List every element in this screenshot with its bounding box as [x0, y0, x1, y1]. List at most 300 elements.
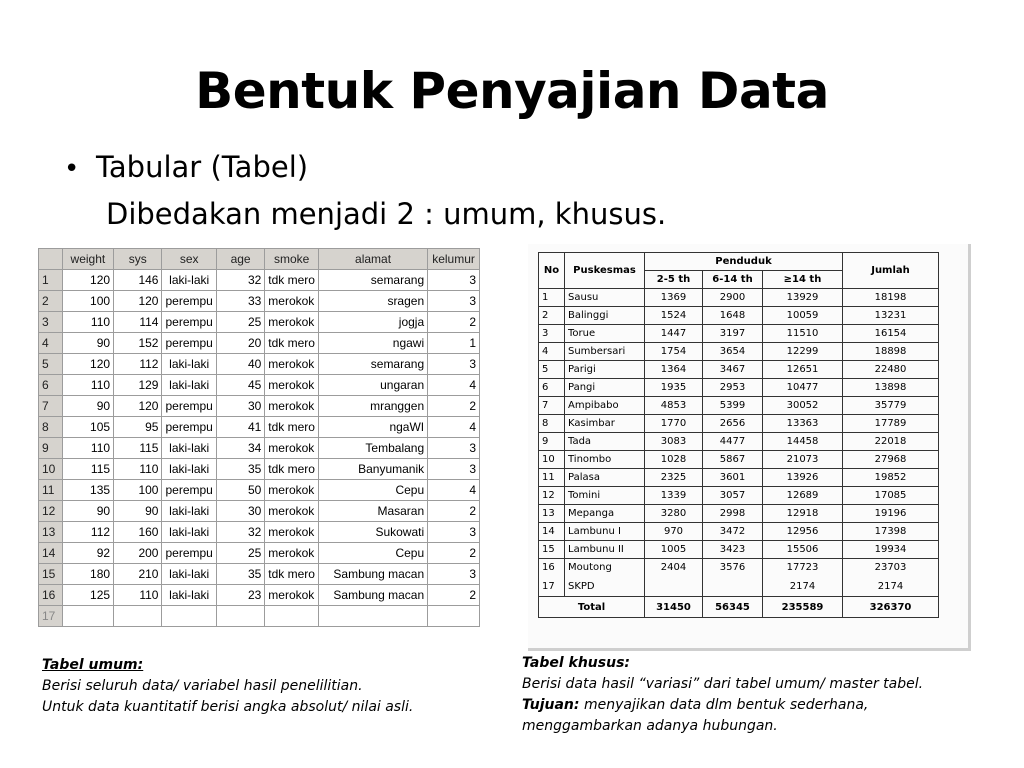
sheet-cell[interactable]: 1: [428, 333, 480, 354]
sheet-cell[interactable]: [162, 606, 216, 627]
rtable-cell: [703, 576, 763, 597]
sheet-row-number[interactable]: 14: [39, 543, 63, 564]
rtable-cell: Lambunu I: [565, 523, 645, 541]
rtable-row: [539, 361, 939, 379]
rtable-row: [539, 289, 939, 307]
rtable-row: [539, 415, 939, 433]
sheet-cell[interactable]: 110: [62, 375, 113, 396]
sheet-cell[interactable]: 2: [428, 501, 480, 522]
sheet-cell[interactable]: laki-laki: [162, 459, 216, 480]
sheet-row-number[interactable]: 3: [39, 312, 63, 333]
rtable-cell: 10477: [763, 379, 843, 397]
rtable-cell: 3280: [645, 505, 703, 523]
sheet-row-number[interactable]: 6: [39, 375, 63, 396]
rtable-cell: Tinombo: [565, 451, 645, 469]
rtable-total-cell: 235589: [763, 597, 843, 618]
sheet-cell[interactable]: merokok: [265, 585, 319, 606]
sheet-cell[interactable]: 25: [216, 312, 264, 333]
sheet-cell[interactable]: 180: [62, 564, 113, 585]
sheet-cell[interactable]: 112: [62, 522, 113, 543]
rtable-cell: 2998: [703, 505, 763, 523]
sheet-row-number[interactable]: 8: [39, 417, 63, 438]
rtable-cell: 3197: [703, 325, 763, 343]
sheet-cell[interactable]: perempu: [162, 396, 216, 417]
rtable-cell: Palasa: [565, 469, 645, 487]
rtable-cell: 4: [539, 343, 565, 361]
general-table: [38, 248, 480, 627]
rtable-cell: 23703: [843, 559, 939, 577]
sheet-cell[interactable]: perempu: [162, 312, 216, 333]
sheet-cell[interactable]: 30: [216, 396, 264, 417]
rtable-row: [539, 576, 939, 597]
rtable-cell: 19934: [843, 541, 939, 559]
sheet-cell[interactable]: 120: [62, 354, 113, 375]
rtable-cell: 1447: [645, 325, 703, 343]
rtable-subheader-cell: ≥14 th: [763, 271, 843, 289]
rtable-header-penduduk: Penduduk: [645, 253, 843, 271]
rtable-cell: 15506: [763, 541, 843, 559]
sheet-cell[interactable]: 32: [216, 522, 264, 543]
sheet-cell[interactable]: 105: [62, 417, 113, 438]
sheet-cell[interactable]: 100: [62, 291, 113, 312]
rtable-row: [539, 487, 939, 505]
rtable-row: [539, 343, 939, 361]
rtable-cell: 17085: [843, 487, 939, 505]
sheet-row-number[interactable]: 11: [39, 480, 63, 501]
sheet-cell[interactable]: 3: [428, 459, 480, 480]
sheet-cell[interactable]: 115: [114, 438, 162, 459]
rtable-cell: 10059: [763, 307, 843, 325]
sheet-cell[interactable]: 3: [428, 522, 480, 543]
sheet-cell[interactable]: laki-laki: [162, 585, 216, 606]
rtable-cell: 12918: [763, 505, 843, 523]
sheet-cell[interactable]: Cepu: [318, 480, 427, 501]
sheet-cell[interactable]: 110: [114, 459, 162, 480]
sheet-row: [39, 543, 480, 564]
sheet-cell[interactable]: merokok: [265, 291, 319, 312]
caption-purpose-text: menyajikan data dlm bentuk sederhana,: [579, 697, 869, 713]
rtable-cell: 3472: [703, 523, 763, 541]
sheet-row: [39, 396, 480, 417]
sheet-row: [39, 459, 480, 480]
sheet-cell[interactable]: merokok: [265, 354, 319, 375]
rtable-cell: [645, 576, 703, 597]
rtable-cell: 19196: [843, 505, 939, 523]
sheet-cell[interactable]: Banyumanik: [318, 459, 427, 480]
special-table: [538, 252, 939, 618]
rtable-cell: 17: [539, 576, 565, 597]
slide-title: Bentuk Penyajian Data: [195, 62, 829, 120]
sheet-header-row: [39, 249, 480, 270]
rtable-cell: 1754: [645, 343, 703, 361]
sheet-cell[interactable]: [62, 606, 113, 627]
rtable-cell: 16154: [843, 325, 939, 343]
sheet-cell[interactable]: 2: [428, 543, 480, 564]
rtable-cell: 10: [539, 451, 565, 469]
rtable-cell: 2656: [703, 415, 763, 433]
rtable-cell: 2404: [645, 559, 703, 577]
sheet-header-cell: sys: [114, 249, 162, 270]
rtable-row: [539, 505, 939, 523]
sheet-cell[interactable]: Sukowati: [318, 522, 427, 543]
sheet-corner: [39, 249, 63, 270]
sheet-cell[interactable]: laki-laki: [162, 375, 216, 396]
caption-special-purpose: [522, 695, 923, 716]
rtable-cell: 3601: [703, 469, 763, 487]
rtable-cell: 13926: [763, 469, 843, 487]
sheet-cell[interactable]: 120: [114, 291, 162, 312]
sheet-cell[interactable]: laki-laki: [162, 270, 216, 291]
rtable-cell: 1028: [645, 451, 703, 469]
bullet-item: [64, 150, 308, 184]
sheet-cell[interactable]: laki-laki: [162, 564, 216, 585]
sheet-cell[interactable]: 90: [62, 396, 113, 417]
sheet-header-cell: kelumur: [428, 249, 480, 270]
sheet-cell[interactable]: ngawi: [318, 333, 427, 354]
rtable-cell: Torue: [565, 325, 645, 343]
rtable-cell: SKPD: [565, 576, 645, 597]
rtable-cell: 5: [539, 361, 565, 379]
sheet-row-number[interactable]: 4: [39, 333, 63, 354]
sheet-cell[interactable]: sragen: [318, 291, 427, 312]
rtable-row: [539, 433, 939, 451]
sheet-cell[interactable]: laki-laki: [162, 501, 216, 522]
sheet-cell[interactable]: 45: [216, 375, 264, 396]
sheet-cell[interactable]: 4: [428, 480, 480, 501]
rtable-cell: 1648: [703, 307, 763, 325]
caption-special-heading: Tabel khusus:: [522, 655, 631, 671]
sheet-row-number[interactable]: 5: [39, 354, 63, 375]
rtable-cell: 2: [539, 307, 565, 325]
sheet-cell[interactable]: [114, 606, 162, 627]
sheet-cell[interactable]: 114: [114, 312, 162, 333]
sheet-cell[interactable]: merokok: [265, 438, 319, 459]
rtable-cell: 6: [539, 379, 565, 397]
sheet-cell[interactable]: 23: [216, 585, 264, 606]
sheet-cell[interactable]: jogja: [318, 312, 427, 333]
sheet-cell[interactable]: 3: [428, 354, 480, 375]
caption-purpose-label: Tujuan:: [522, 697, 580, 713]
sheet-cell[interactable]: 40: [216, 354, 264, 375]
sheet-cell[interactable]: [318, 606, 427, 627]
sheet-cell[interactable]: ungaran: [318, 375, 427, 396]
sheet-row: [39, 312, 480, 333]
bullet-text: Tabular (Tabel): [96, 150, 309, 184]
sheet-cell[interactable]: perempu: [162, 291, 216, 312]
rtable-cell: 13929: [763, 289, 843, 307]
rtable-cell: Mepanga: [565, 505, 645, 523]
sheet-cell[interactable]: semarang: [318, 354, 427, 375]
sheet-row: [39, 606, 480, 627]
rtable-cell: Kasimbar: [565, 415, 645, 433]
sheet-cell[interactable]: 2: [428, 396, 480, 417]
rtable-cell: 13363: [763, 415, 843, 433]
sheet-cell[interactable]: 2: [428, 585, 480, 606]
sheet-cell[interactable]: perempu: [162, 543, 216, 564]
rtable-cell: Balinggi: [565, 307, 645, 325]
rtable-cell: 12689: [763, 487, 843, 505]
rtable-cell: 3: [539, 325, 565, 343]
sheet-row-number[interactable]: 2: [39, 291, 63, 312]
sheet-row: [39, 270, 480, 291]
rtable-cell: 30052: [763, 397, 843, 415]
sheet-header-cell: age: [216, 249, 264, 270]
sheet-cell[interactable]: 35: [216, 459, 264, 480]
sheet-cell[interactable]: perempu: [162, 333, 216, 354]
sheet-cell[interactable]: 4: [428, 417, 480, 438]
rtable-row: [539, 559, 939, 577]
sheet-cell[interactable]: perempu: [162, 417, 216, 438]
sheet-header-cell: sex: [162, 249, 216, 270]
sheet-cell[interactable]: merokok: [265, 312, 319, 333]
sheet-row: [39, 585, 480, 606]
sheet-cell[interactable]: 110: [114, 585, 162, 606]
sheet-cell[interactable]: laki-laki: [162, 354, 216, 375]
rtable-cell: 7: [539, 397, 565, 415]
rtable-cell: 12299: [763, 343, 843, 361]
rtable-cell: 3083: [645, 433, 703, 451]
sheet-cell[interactable]: ngaWI: [318, 417, 427, 438]
caption-special: [522, 653, 923, 737]
rtable-cell: 1339: [645, 487, 703, 505]
rtable-cell: Pangi: [565, 379, 645, 397]
rtable-cell: 2953: [703, 379, 763, 397]
general-table-image: [38, 248, 480, 648]
rtable-cell: Tomini: [565, 487, 645, 505]
sheet-row-number[interactable]: 17: [39, 606, 63, 627]
sheet-cell[interactable]: 129: [114, 375, 162, 396]
sheet-cell[interactable]: 4: [428, 375, 480, 396]
caption-general-line: Berisi seluruh data/ variabel hasil penelilitian.: [42, 678, 363, 694]
sheet-row-number[interactable]: 12: [39, 501, 63, 522]
sheet-header-cell: alamat: [318, 249, 427, 270]
sheet-cell[interactable]: 90: [114, 501, 162, 522]
sheet-row-number[interactable]: 13: [39, 522, 63, 543]
sheet-cell[interactable]: 90: [62, 333, 113, 354]
sheet-cell[interactable]: 41: [216, 417, 264, 438]
sheet-cell[interactable]: 32: [216, 270, 264, 291]
sheet-cell[interactable]: 3: [428, 564, 480, 585]
sheet-cell[interactable]: 25: [216, 543, 264, 564]
sheet-row: [39, 375, 480, 396]
rtable-cell: 5399: [703, 397, 763, 415]
sheet-cell[interactable]: 200: [114, 543, 162, 564]
rtable-cell: 3057: [703, 487, 763, 505]
sheet-cell[interactable]: 95: [114, 417, 162, 438]
sheet-row: [39, 564, 480, 585]
sheet-cell[interactable]: [265, 606, 319, 627]
sheet-row-number[interactable]: 16: [39, 585, 63, 606]
rtable-cell: 21073: [763, 451, 843, 469]
sheet-cell[interactable]: 92: [62, 543, 113, 564]
sheet-cell[interactable]: 210: [114, 564, 162, 585]
rtable-cell: 1524: [645, 307, 703, 325]
rtable-cell: 27968: [843, 451, 939, 469]
rtable-header-no: No: [539, 253, 565, 289]
rtable-row: [539, 307, 939, 325]
rtable-cell: Parigi: [565, 361, 645, 379]
sheet-cell[interactable]: 146: [114, 270, 162, 291]
sheet-cell[interactable]: 50: [216, 480, 264, 501]
rtable-cell: 2174: [843, 576, 939, 597]
sheet-row: [39, 501, 480, 522]
sheet-row: [39, 291, 480, 312]
sheet-cell[interactable]: 120: [114, 396, 162, 417]
bullet-subtext: Dibedakan menjadi 2 : umum, khusus.: [106, 197, 667, 231]
rtable-cell: 4477: [703, 433, 763, 451]
sheet-cell[interactable]: Tembalang: [318, 438, 427, 459]
rtable-row: [539, 523, 939, 541]
rtable-cell: Tada: [565, 433, 645, 451]
rtable-cell: 13231: [843, 307, 939, 325]
sheet-cell[interactable]: 135: [62, 480, 113, 501]
sheet-cell[interactable]: 3: [428, 438, 480, 459]
rtable-cell: 8: [539, 415, 565, 433]
rtable-row: [539, 469, 939, 487]
sheet-header-cell: weight: [62, 249, 113, 270]
rtable-cell: 35779: [843, 397, 939, 415]
rtable-cell: 5867: [703, 451, 763, 469]
sheet-cell[interactable]: tdk mero: [265, 417, 319, 438]
rtable-row: [539, 379, 939, 397]
sheet-cell[interactable]: [216, 606, 264, 627]
sheet-cell[interactable]: merokok: [265, 375, 319, 396]
sheet-cell[interactable]: 120: [62, 270, 113, 291]
rtable-cell: 11: [539, 469, 565, 487]
rtable-total-cell: 31450: [645, 597, 703, 618]
sheet-cell[interactable]: merokok: [265, 522, 319, 543]
rtable-cell: 22018: [843, 433, 939, 451]
sheet-row: [39, 480, 480, 501]
caption-special-line: menggambarkan adanya hubungan.: [522, 718, 778, 734]
rtable-cell: 18198: [843, 289, 939, 307]
sheet-cell[interactable]: 160: [114, 522, 162, 543]
rtable-cell: 1: [539, 289, 565, 307]
sheet-cell[interactable]: 3: [428, 291, 480, 312]
rtable-cell: 13898: [843, 379, 939, 397]
sheet-cell[interactable]: 112: [114, 354, 162, 375]
sheet-cell[interactable]: merokok: [265, 396, 319, 417]
sheet-cell[interactable]: 110: [62, 438, 113, 459]
rtable-cell: 3654: [703, 343, 763, 361]
rtable-cell: 1935: [645, 379, 703, 397]
sheet-cell[interactable]: Masaran: [318, 501, 427, 522]
sheet-row: [39, 438, 480, 459]
sheet-cell[interactable]: tdk mero: [265, 270, 319, 291]
rtable-cell: 12: [539, 487, 565, 505]
rtable-cell: 1369: [645, 289, 703, 307]
sheet-cell[interactable]: merokok: [265, 501, 319, 522]
rtable-cell: 17789: [843, 415, 939, 433]
sheet-cell[interactable]: 35: [216, 564, 264, 585]
sheet-row-number[interactable]: 15: [39, 564, 63, 585]
rtable-subheader-cell: 6-14 th: [703, 271, 763, 289]
sheet-cell[interactable]: [428, 606, 480, 627]
rtable-cell: Moutong: [565, 559, 645, 577]
rtable-row: [539, 397, 939, 415]
rtable-total-label: Total: [539, 597, 645, 618]
rtable-cell: 15: [539, 541, 565, 559]
sheet-cell[interactable]: 33: [216, 291, 264, 312]
sheet-cell[interactable]: 152: [114, 333, 162, 354]
rtable-cell: Sumbersari: [565, 343, 645, 361]
sheet-cell[interactable]: 34: [216, 438, 264, 459]
sheet-row: [39, 522, 480, 543]
sheet-cell[interactable]: tdk mero: [265, 564, 319, 585]
rtable-cell: 22480: [843, 361, 939, 379]
sheet-cell[interactable]: 115: [62, 459, 113, 480]
rtable-cell: Ampibabo: [565, 397, 645, 415]
rtable-cell: 2325: [645, 469, 703, 487]
rtable-cell: 19852: [843, 469, 939, 487]
sheet-cell[interactable]: 30: [216, 501, 264, 522]
sheet-cell[interactable]: perempu: [162, 480, 216, 501]
sheet-cell[interactable]: Cepu: [318, 543, 427, 564]
sheet-cell[interactable]: laki-laki: [162, 438, 216, 459]
sheet-cell[interactable]: 3: [428, 270, 480, 291]
caption-general-line: Untuk data kuantitatif berisi angka absolut/ nilai asli.: [42, 699, 414, 715]
rtable-row: [539, 451, 939, 469]
sheet-row: [39, 417, 480, 438]
sheet-cell[interactable]: Sambung macan: [318, 585, 427, 606]
rtable-row: [539, 541, 939, 559]
rtable-cell: 2174: [763, 576, 843, 597]
sheet-cell[interactable]: tdk mero: [265, 459, 319, 480]
sheet-row-number[interactable]: 10: [39, 459, 63, 480]
rtable-cell: 3467: [703, 361, 763, 379]
rtable-cell: 14: [539, 523, 565, 541]
rtable-cell: 1364: [645, 361, 703, 379]
rtable-cell: 970: [645, 523, 703, 541]
sheet-cell[interactable]: 100: [114, 480, 162, 501]
sheet-row-number[interactable]: 7: [39, 396, 63, 417]
rtable-cell: 11510: [763, 325, 843, 343]
sheet-cell[interactable]: laki-laki: [162, 522, 216, 543]
sheet-cell[interactable]: semarang: [318, 270, 427, 291]
rtable-cell: 13: [539, 505, 565, 523]
bullet-dot-icon: •: [64, 154, 80, 184]
rtable-cell: 17398: [843, 523, 939, 541]
sheet-cell[interactable]: mranggen: [318, 396, 427, 417]
rtable-cell: 12651: [763, 361, 843, 379]
caption-general-heading: Tabel umum:: [42, 657, 144, 673]
sheet-cell[interactable]: 125: [62, 585, 113, 606]
rtable-cell: 3423: [703, 541, 763, 559]
rtable-total-cell: 56345: [703, 597, 763, 618]
sheet-row-number[interactable]: 9: [39, 438, 63, 459]
rtable-cell: 1770: [645, 415, 703, 433]
sheet-cell[interactable]: 2: [428, 312, 480, 333]
sheet-cell[interactable]: merokok: [265, 480, 319, 501]
sheet-cell[interactable]: 20: [216, 333, 264, 354]
rtable-cell: 3576: [703, 559, 763, 577]
caption-special-line: Berisi data hasil “variasi” dari tabel umum/ master tabel.: [522, 676, 924, 692]
sheet-cell[interactable]: Sambung macan: [318, 564, 427, 585]
sheet-cell[interactable]: 90: [62, 501, 113, 522]
rtable-total-row: [539, 597, 939, 618]
sheet-cell[interactable]: merokok: [265, 543, 319, 564]
rtable-cell: Sausu: [565, 289, 645, 307]
rtable-cell: 18898: [843, 343, 939, 361]
rtable-cell: 12956: [763, 523, 843, 541]
sheet-row: [39, 354, 480, 375]
sheet-row-number[interactable]: 1: [39, 270, 63, 291]
sheet-cell[interactable]: tdk mero: [265, 333, 319, 354]
sheet-cell[interactable]: 110: [62, 312, 113, 333]
rtable-cell: 4853: [645, 397, 703, 415]
rtable-header-row: [539, 253, 939, 271]
rtable-cell: 1005: [645, 541, 703, 559]
